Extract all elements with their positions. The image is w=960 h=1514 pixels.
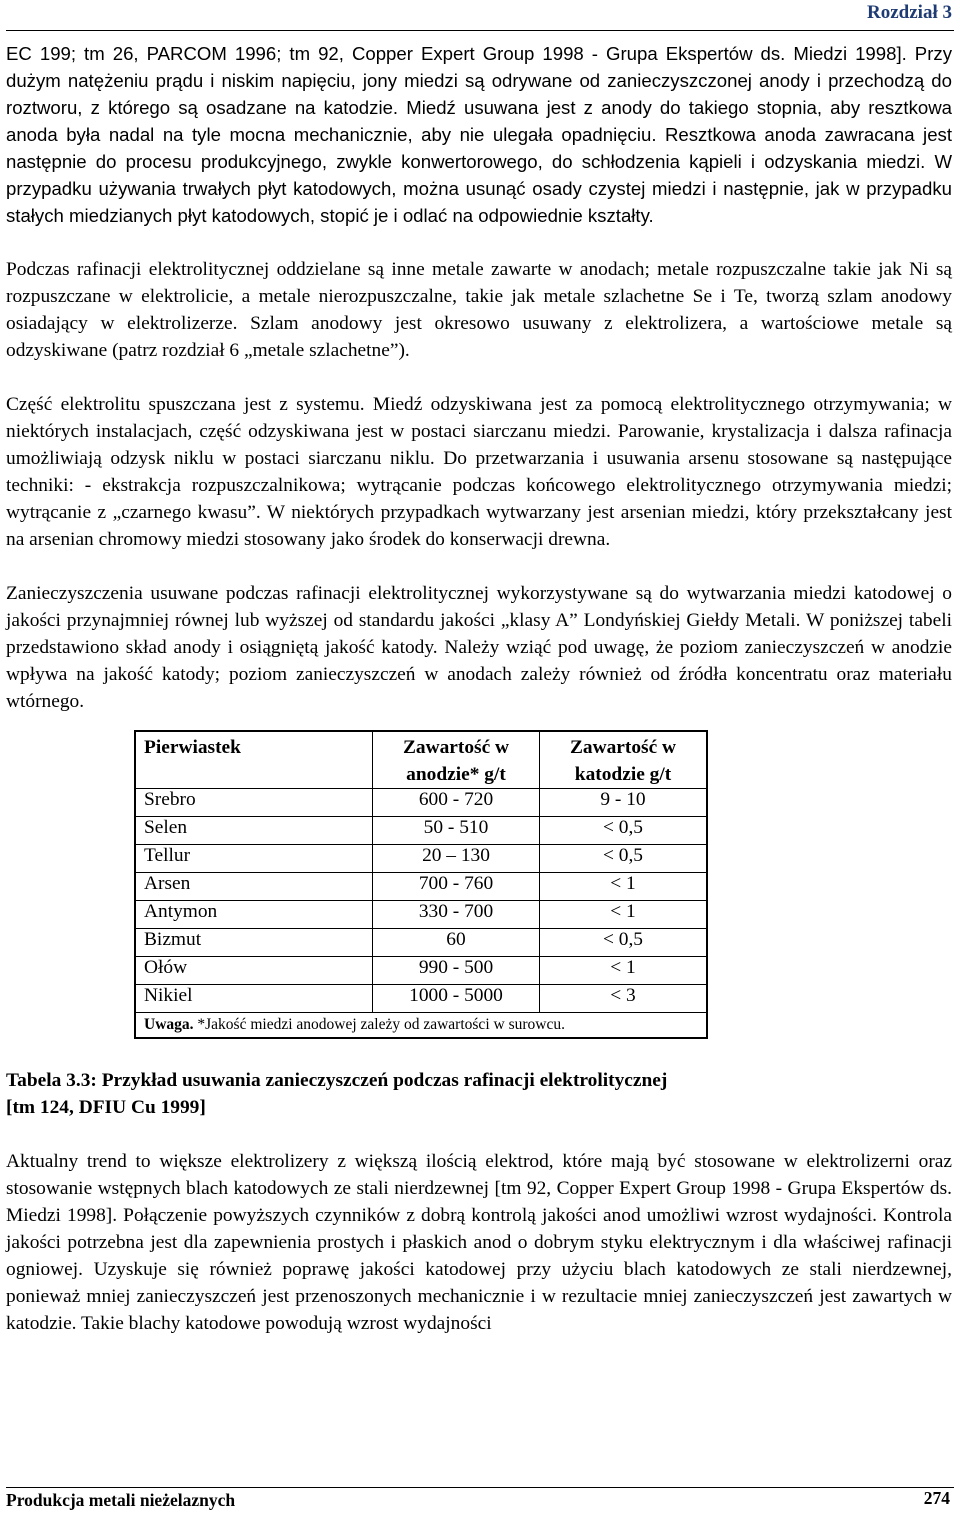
paragraph-3: Część elektrolitu spuszczana jest z systemu. Miedź odzyskiwana jest za pomocą elektrolitycznego otrzymywania; w niektórych instalacjach, część odzyskiwana jest w postaci siarczanu miedzi. Parowanie, krystalizacja i dalsza rafinacja umożliwiają odzysk niklu w postaci siarczanu niklu. Do przetwarzania i usuwania arsenu stosowane są następujące techniki: - ekstrakcja rozpuszczalnikowa; wytrącanie podczas końcowego elektrolitycznego otrzymywania miedzi; wytrącanie z „czarnego kwasu”. W niektórych przypadkach wytwarzany jest arsenian miedzi, który przekształcany jest na arsenian chromowy miedzi stosowany jako środek do konserwacji drewna. [6, 394, 952, 550]
paragraph-spacer [6, 553, 952, 580]
table-row [135, 985, 707, 1013]
table-row [135, 789, 707, 817]
table-note-text: *Jakość miedzi anodowej zależy od zawartości w surowcu. [193, 1016, 565, 1033]
table-header-row [135, 731, 707, 789]
cathode-content-cell: < 0,5 [540, 845, 708, 873]
table-row [135, 929, 707, 957]
column-header-element: Pierwiastek [135, 731, 373, 789]
table-caption [6, 1067, 952, 1121]
footer-divider [6, 1487, 954, 1488]
element-name-cell: Srebro [135, 789, 373, 817]
cathode-content-cell: < 0,5 [540, 929, 708, 957]
paragraph-4: Zanieczyszczenia usuwane podczas rafinacji elektrolitycznej wykorzystywane są do wytwarzania miedzi katodowej o jakości przynajmniej równej lub wyższej od standardu jakości „klasy A” Londyńskiej Giełdy Metali. W poniższej tabeli przedstawiono skład anody i osiągniętą jakość katody. Należy wziąć pod uwagę, że poziom zanieczyszczeń w anodzie wpływa na jakość katody; poziom zanieczyszczeń w anodach zależy również od źródła koncentratu oraz materiału wtórnego. [6, 583, 952, 712]
anode-content-cell: 990 - 500 [373, 957, 540, 985]
impurities-table-wrapper [134, 730, 708, 1039]
anode-content-cell: 330 - 700 [373, 901, 540, 929]
element-name-cell: Bizmut [135, 929, 373, 957]
anode-content-cell: 600 - 720 [373, 789, 540, 817]
cathode-content-cell: < 1 [540, 873, 708, 901]
table-row [135, 845, 707, 873]
paragraph-spacer [6, 364, 952, 391]
cathode-content-cell: < 1 [540, 957, 708, 985]
table-row [135, 817, 707, 845]
document-body [6, 40, 952, 1337]
element-name-cell: Nikiel [135, 985, 373, 1013]
element-name-cell: Selen [135, 817, 373, 845]
anode-content-cell: 50 - 510 [373, 817, 540, 845]
table-note-label: Uwaga. [144, 1016, 194, 1033]
table-body [135, 789, 707, 1013]
anode-content-cell: 20 – 130 [373, 845, 540, 873]
table-caption-source: [tm 124, DFIU Cu 1999] [6, 1097, 206, 1118]
paragraph-5: Aktualny trend to większe elektrolizery z większą ilością elektrod, które mają być stosowane w elektrolizerni oraz stosowanie wstępnych blach katodowych ze stali nierdzewnej [tm 92, Copper Expert Group 1998 - Grupa Ekspertów ds. Miedzi 1998]. Połączenie powyższych czynników z dobrą kontrolą jakości anod umożliwi wzrost wydajności. Kontrola jakości potrzebna jest dla zapewnienia prostych i płaskich anod o dobrym styku elektrycznym i dla właściwej rafinacji ogniowej. Uzyskuje się również poprawę jakości katodowej przy użyciu blach katodowych ze stali nierdzewnej, ponieważ mniej zanieczyszczeń jest przenoszonych mechanicznie i w rezultacie mniej zanieczyszczeń jest zawartych w katodzie. Takie blachy katodowe powodują wzrost wydajności [6, 1151, 952, 1334]
anode-content-cell: 1000 - 5000 [373, 985, 540, 1013]
impurities-table [134, 730, 708, 1039]
table-row [135, 901, 707, 929]
cathode-content-cell: < 3 [540, 985, 708, 1013]
cathode-content-cell: 9 - 10 [540, 789, 708, 817]
page-number: 274 [923, 1488, 950, 1508]
element-name-cell: Antymon [135, 901, 373, 929]
paragraph-spacer [6, 229, 952, 256]
element-name-cell: Tellur [135, 845, 373, 873]
element-name-cell: Arsen [135, 873, 373, 901]
paragraph-1: EC 199; tm 26, PARCOM 1996; tm 92, Copper Expert Group 1998 - Grupa Ekspertów ds. Miedzi 1998]. Przy dużym natężeniu prądu i niskim napięciu, jony miedzi są odrywane od zanieczyszczonej anody i przechodzą do roztworu, z którego są osadzane na katodzie. Miedź usuwana jest z anody do takiego stopnia, aby resztkowa anoda była nadal na tyle mocna mechanicznie, aby nie ulegała opadnięciu. Resztkowa anoda zawracana jest następnie do procesu produkcyjnego, zwykle konwertorowego, do schłodzenia kąpieli i odzyskania miedzi. W przypadku używania trwałych płyt katodowych, można usunąć osady czystej miedzi i następnie, jak w przypadku stałych miedzianych płyt katodowych, stopić je i odlać na odpowiednie kształty. [6, 43, 952, 226]
anode-content-cell: 60 [373, 929, 540, 957]
paragraph-2: Podczas rafinacji elektrolitycznej oddzielane są inne metale zawarte w anodach; metale rozpuszczalne takie jak Ni są rozpuszczane w elektrolicie, a metale nierozpuszczalne, takie jak metale szlachetne Se i Te, tworzą szlam anodowy osiadający w elektrolizerze. Szlam anodowy jest okresowo usuwany z elektrolizera, a wartościowe metale są odzyskiwane (patrz rozdział 6 „metale szlachetne”). [6, 259, 952, 361]
element-name-cell: Ołów [135, 957, 373, 985]
column-header-cathode: Zawartość w katodzie g/t [540, 731, 708, 789]
table-note [135, 1013, 707, 1039]
cathode-content-cell: < 1 [540, 901, 708, 929]
table-row [135, 873, 707, 901]
column-header-anode: Zawartość w anodzie* g/t [373, 731, 540, 789]
table-row [135, 957, 707, 985]
anode-content-cell: 700 - 760 [373, 873, 540, 901]
table-caption-title: Tabela 3.3: Przykład usuwania zanieczyszczeń podczas rafinacji elektrolitycznej [6, 1070, 668, 1091]
footer-title: Produkcja metali nieżelaznych [6, 1490, 236, 1510]
header-divider [6, 30, 954, 31]
table-note-row [135, 1013, 707, 1039]
cathode-content-cell: < 0,5 [540, 817, 708, 845]
chapter-header: Rozdział 3 [867, 2, 952, 23]
paragraph-spacer [6, 1121, 952, 1148]
